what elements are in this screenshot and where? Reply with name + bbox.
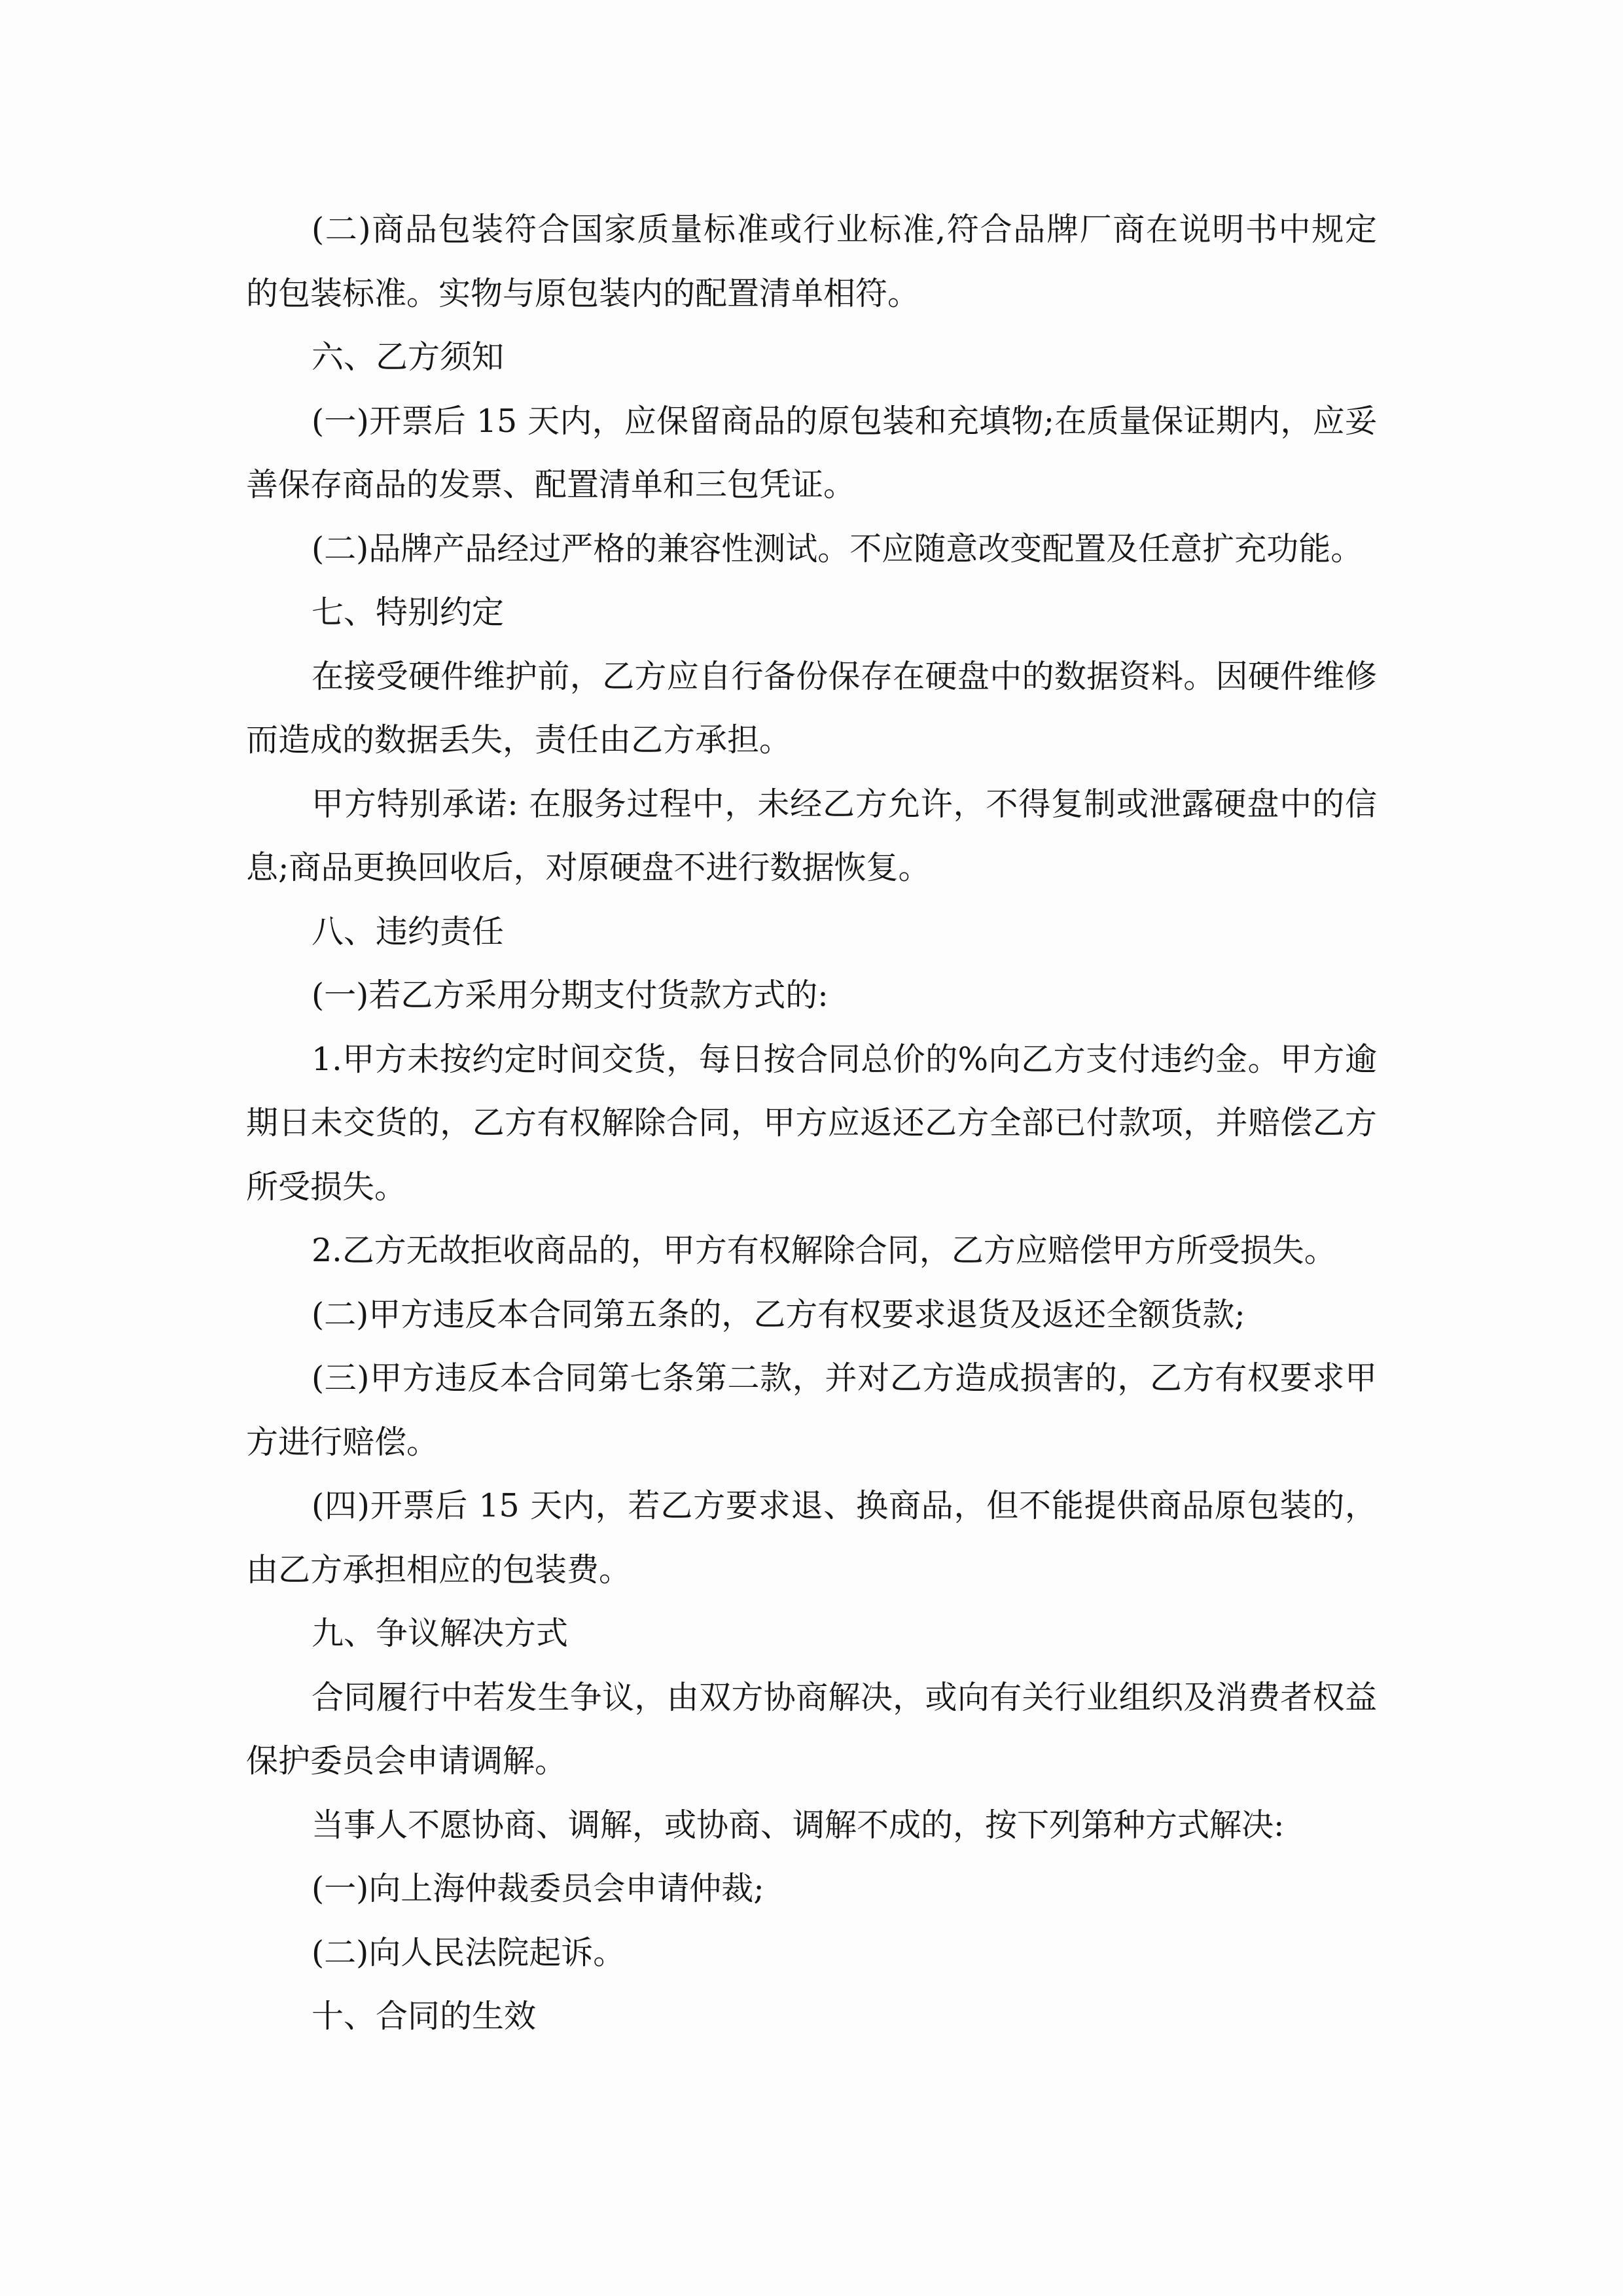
paragraph-line: 期日未交货的，乙方有权解除合同，甲方应返还乙方全部已付款项，并赔偿乙方 [246,1104,1377,1141]
paragraph-line: 所受损失。 [246,1168,407,1206]
paragraph-line: (一)开票后 15 天内，应保留商品的原包装和充填物;在质量保证期内，应妥 [312,402,1377,440]
clause-paragraph [246,1219,1377,1283]
paragraph-line: (三)甲方违反本合同第七条第二款，并对乙方造成损害的，乙方有权要求甲 [312,1359,1377,1397]
clause-paragraph [246,198,1377,325]
clause-paragraph [246,1666,1377,1793]
paragraph-line: (二)向人民法院起诉。 [312,1933,626,1971]
paragraph-line: 方进行赔偿。 [246,1423,439,1461]
paragraph-line: (二)商品包装符合国家质量标准或行业标准,符合品牌厂商在说明书中规定 [312,211,1377,248]
paragraph-line: (一)若乙方采用分期支付货款方式的: [312,977,829,1014]
clause-paragraph [246,645,1377,772]
section-heading [246,900,1377,964]
clause-paragraph [246,1921,1377,1985]
section-heading [246,1602,1377,1666]
paragraph-line: 在接受硬件维护前，乙方应自行备份保存在硬盘中的数据资料。因硬件维修 [312,657,1377,695]
paragraph-line: 1.甲方未按约定时间交货，每日按合同总价的%向乙方支付违约金。甲方逾 [312,1040,1377,1078]
paragraph-line: 的包装标准。实物与原包装内的配置清单相符。 [246,274,920,312]
paragraph-line: 而造成的数据丢失，责任由乙方承担。 [246,721,792,759]
paragraph-line: (四)开票后 15 天内，若乙方要求退、换商品，但不能提供商品原包装的， [312,1487,1377,1524]
paragraph-line: 当事人不愿协商、调解，或协商、调解不成的，按下列第种方式解决: [312,1806,1285,1844]
section-heading [246,325,1377,389]
section-heading [246,1984,1377,2049]
paragraph-line: (二)品牌产品经过严格的兼容性测试。不应随意改变配置及任意扩充功能。 [312,529,1363,567]
heading-text: 九、争议解决方式 [312,1615,569,1652]
clause-paragraph [246,1474,1377,1602]
clause-paragraph [246,963,1377,1028]
clause-paragraph [246,1346,1377,1474]
heading-text: 十、合同的生效 [312,1998,537,2035]
heading-text: 六、乙方须知 [312,338,505,376]
heading-text: 七、特别约定 [312,594,505,631]
clause-paragraph [246,772,1377,900]
paragraph-line: 善保存商品的发票、配置清单和三包凭证。 [246,466,856,503]
clause-paragraph [246,1283,1377,1347]
contract-body [246,198,1377,2049]
paragraph-line: 保护委员会申请调解。 [246,1742,567,1780]
paragraph-line: 甲方特别承诺: 在服务过程中，未经乙方允许，不得复制或泄露硬盘中的信 [312,785,1377,823]
clause-paragraph [246,1857,1377,1921]
clause-paragraph [246,1793,1377,1857]
paragraph-line: (二)甲方违反本合同第五条的，乙方有权要求退货及返还全额货款; [312,1295,1245,1333]
heading-text: 八、违约责任 [312,912,505,950]
section-heading [246,581,1377,645]
paragraph-line: 合同履行中若发生争议，由双方协商解决，或向有关行业组织及消费者权益 [312,1678,1377,1716]
paragraph-line: 息;商品更换回收后，对原硬盘不进行数据恢复。 [246,849,931,886]
clause-paragraph [246,517,1377,581]
paragraph-line: 2.乙方无故拒收商品的，甲方有权解除合同，乙方应赔偿甲方所受损失。 [312,1232,1336,1269]
paragraph-line: (一)向上海仲裁委员会申请仲裁; [312,1870,764,1907]
paragraph-line: 由乙方承担相应的包装费。 [246,1551,632,1588]
clause-paragraph [246,389,1377,517]
clause-paragraph [246,1028,1377,1219]
